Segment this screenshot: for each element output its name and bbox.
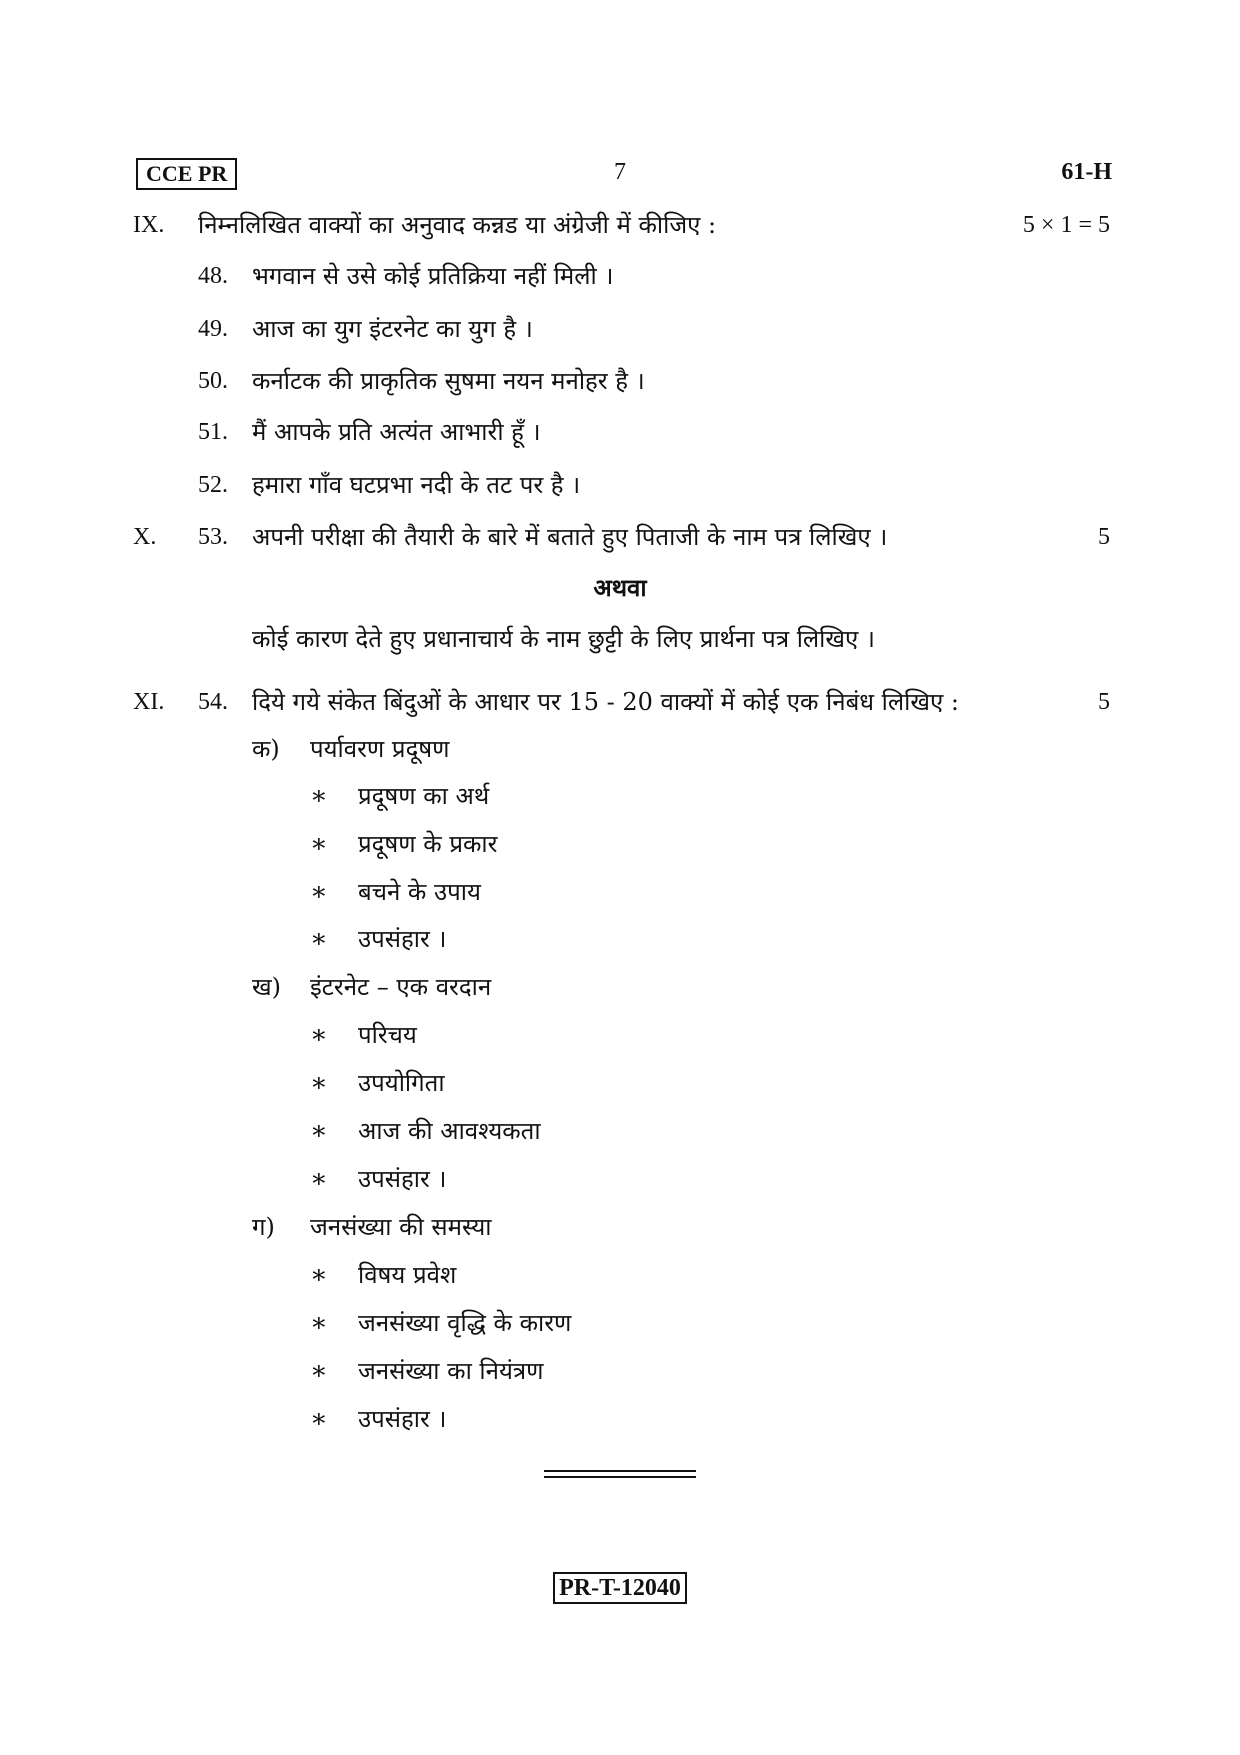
question-text: दिये गये संकेत बिंदुओं के आधार पर 15 - 20 वाक्यों में कोई एक निबंध लिखिए :: [252, 688, 960, 716]
topic-point: प्रदूषण का अर्थ: [358, 782, 490, 810]
topic-title: जनसंख्या की समस्या: [310, 1213, 492, 1241]
topic-label: ग): [252, 1213, 275, 1241]
page-header: [0, 158, 1240, 192]
topic-point: जनसंख्या वृद्धि के कारण: [358, 1309, 572, 1337]
question-number: 52.: [198, 472, 228, 498]
section-x-numeral: X.: [133, 524, 157, 550]
question-text: कर्नाटक की प्राकृतिक सुषमा नयन मनोहर है ।: [252, 367, 645, 395]
topic-label: ख): [252, 973, 281, 1001]
asterisk-bullet-icon: ∗: [310, 924, 328, 954]
question-text: आज का युग इंटरनेट का युग है ।: [252, 315, 533, 343]
section-xi-numeral: XI.: [133, 689, 165, 715]
asterisk-bullet-icon: ∗: [310, 1404, 328, 1434]
question-number: 48.: [198, 263, 228, 289]
question-number: 54.: [198, 689, 228, 715]
asterisk-bullet-icon: ∗: [310, 1308, 328, 1338]
topic-title: इंटरनेट – एक वरदान: [310, 973, 492, 1001]
question-text: हमारा गाँव घटप्रभा नदी के तट पर है ।: [252, 471, 581, 499]
topic-point: बचने के उपाय: [358, 878, 481, 906]
paper-code: 61-H: [1061, 159, 1112, 185]
asterisk-bullet-icon: ∗: [310, 781, 328, 811]
asterisk-bullet-icon: ∗: [310, 1356, 328, 1386]
section-x-marks: 5: [1098, 524, 1110, 550]
topic-label: क): [252, 735, 280, 763]
asterisk-bullet-icon: ∗: [310, 1116, 328, 1146]
topic-point: जनसंख्या का नियंत्रण: [358, 1357, 544, 1385]
topic-point: उपयोगिता: [358, 1069, 445, 1097]
topic-point: प्रदूषण के प्रकार: [358, 830, 498, 858]
asterisk-bullet-icon: ∗: [310, 1020, 328, 1050]
question-number: 51.: [198, 419, 228, 445]
topic-point: उपसंहार ।: [358, 925, 447, 953]
asterisk-bullet-icon: ∗: [310, 829, 328, 859]
section-xi-marks: 5: [1098, 689, 1110, 715]
question-number: 50.: [198, 368, 228, 394]
topic-title: पर्यावरण प्रदूषण: [310, 735, 450, 763]
topic-point: उपसंहार ।: [358, 1165, 447, 1193]
alternate-question-text: कोई कारण देते हुए प्रधानाचार्य के नाम छुट्टी के लिए प्रार्थना पत्र लिखिए ।: [252, 625, 876, 653]
footer-code-box: PR-T-12040: [553, 1572, 687, 1604]
asterisk-bullet-icon: ∗: [310, 1068, 328, 1098]
question-number: 49.: [198, 316, 228, 342]
topic-point: उपसंहार ।: [358, 1405, 447, 1433]
end-double-rule: [544, 1470, 696, 1478]
question-text: भगवान से उसे कोई प्रतिक्रिया नहीं मिली ।: [252, 262, 614, 290]
section-ix-marks: 5 × 1 = 5: [1022, 212, 1110, 238]
topic-point: परिचय: [358, 1021, 417, 1049]
question-text: मैं आपके प्रति अत्यंत आभारी हूँ ।: [252, 418, 541, 446]
footer: [0, 1572, 1240, 1604]
asterisk-bullet-icon: ∗: [310, 877, 328, 907]
topic-point: आज की आवश्यकता: [358, 1117, 541, 1145]
exam-code-box: CCE PR: [136, 158, 237, 190]
asterisk-bullet-icon: ∗: [310, 1260, 328, 1290]
or-heading: अथवा: [593, 573, 647, 602]
topic-point: विषय प्रवेश: [358, 1261, 457, 1289]
asterisk-bullet-icon: ∗: [310, 1164, 328, 1194]
section-ix-numeral: IX.: [133, 212, 165, 238]
page-number: 7: [614, 159, 626, 185]
section-ix-instruction: निम्नलिखित वाक्यों का अनुवाद कन्नड या अंग्रेजी में कीजिए :: [198, 211, 717, 239]
question-number: 53.: [198, 524, 228, 550]
question-text: अपनी परीक्षा की तैयारी के बारे में बताते हुए पिताजी के नाम पत्र लिखिए ।: [252, 523, 888, 551]
